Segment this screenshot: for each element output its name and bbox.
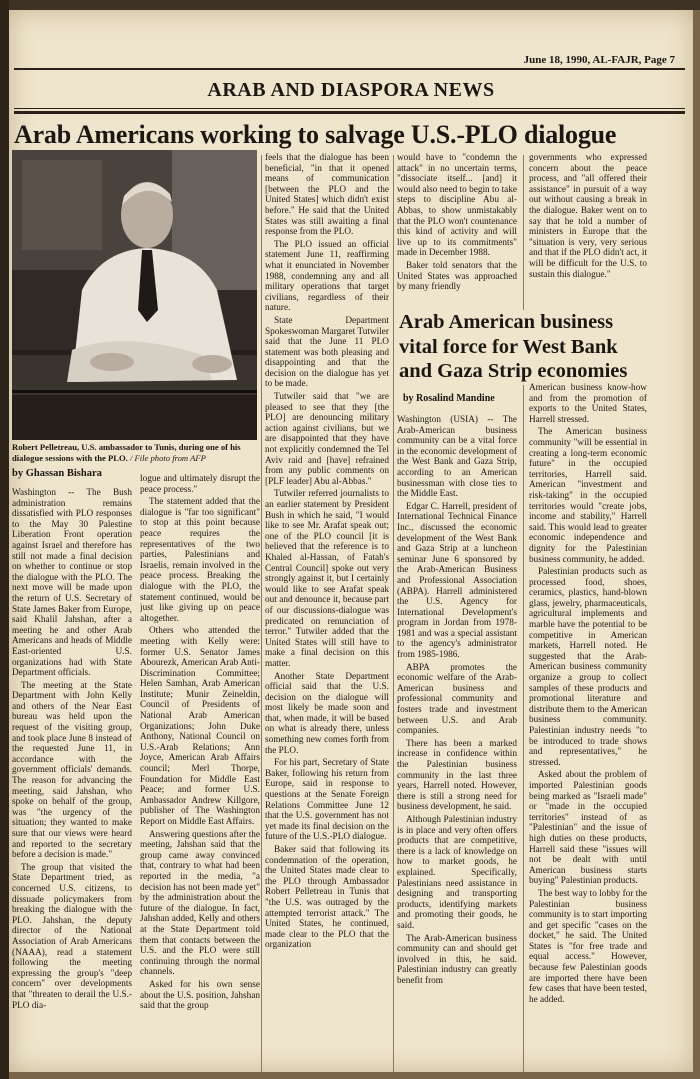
article1-headline: Arab Americans working to salvage U.S.-PLO dialogue xyxy=(14,120,617,149)
article1-column-4 xyxy=(397,153,517,309)
article2-column-2 xyxy=(529,383,647,1072)
paragraph: American business know-how and from the promotion of exports to the United States, Harrell stressed. xyxy=(529,383,647,425)
page-top-shadow xyxy=(0,0,700,10)
paragraph: Edgar C. Harrell, president of International Technical Finance Inc., discussed the economic development of the West Bank and Gaza Strip at a luncheon seminar June 6 sponsored by the Arab-American Business and Professional Association (ABPA). Harrell administered the U.S. Agency for International Development's program in Jordan from 1978-1981 and was a special assistant to the agency's administrator from 1985-1986. xyxy=(397,501,517,661)
paragraph: The American business community "will be essential in creating a long-term economic future" in the occupied territories, Harrell said. American "investment and risk-taking" in the occupied territories would "create jobs, income and stability," Harrell said. This would lead to greater economic independence and dignity for the Palestinian business community, he added. xyxy=(529,427,647,565)
article2-column-1 xyxy=(397,415,517,1072)
paragraph: Asked for his own sense about the U.S. position, Jahshan said that the group xyxy=(140,979,260,1012)
paragraph: Tutwiler referred journalists to an earlier statement by President Bush in which he said, "I would like to see Mr. Arafat speak out; one of the PLO council [it is believed that the reference is to Khaled al-Hassan, of Fatah's Central Council] spoke out very strongly against it, but I certainly would like to see Arafat speak out and denounce it, because part of our discussions-dialogue was predicated on renunciation of terror." Tutwiler added that the United States will still have to make a final decision on this matter. xyxy=(265,489,389,669)
article1-column-5 xyxy=(529,153,647,309)
photo-credit: / File photo from AFP xyxy=(129,453,206,463)
section-rule-thin xyxy=(14,108,685,109)
paragraph: Although Palestinian industry is in place and very often offers products that are competitive, there is a lack of knowledge on how to market goods, he explained. Specifically, Palestinians need assistance in designing and transporting products, identifying markets and promoting their goods, he said. xyxy=(397,814,517,931)
page-folio: June 18, 1990, AL-FAJR, Page 7 xyxy=(523,54,675,66)
paragraph: The statement added that the dialogue is "far too significant" to stop at this point because peace requires the representatives of the two parties, Palestinians and Israelis, remain involved in the peace process. Breaking the dialogue with the PLO, the statement continued, would be just like giving up on peace altogether. xyxy=(140,497,260,624)
column-divider xyxy=(261,155,262,1072)
paragraph: Baker told senators that the United States was approached by many friendly xyxy=(397,260,517,293)
top-rule xyxy=(14,68,685,70)
paragraph: Another State Department official said that the U.S. decision on the dialogue will most likely be made soon and that, when made, it will be based on what is already there, unless something new comes forth from the PLO. xyxy=(265,671,389,756)
paragraph: ABPA promotes the economic welfare of the Arab-American business and professional community and fosters trade and investment between U.S. and Arab companies. xyxy=(397,662,517,737)
newspaper-page xyxy=(9,10,693,1072)
section-rule-thick xyxy=(14,111,685,114)
page-bottom-edge xyxy=(9,1072,693,1079)
paragraph: There has been a marked increase in confidence within the Palestinian business community in the last three years, Harrell noted. However, there is still a strong need for business development, he said. xyxy=(397,738,517,813)
paragraph: The meeting at the State Department with John Kelly and others of the Near East bureau was held upon the request of the visiting group, and took place June 8 instead of the requested June 11, in accordance with the government officials' demands. The reason for advancing the meeting, said Jahshan, who spoke on behalf of the group, was "the urgency of the situation; they wanted to make sure that our views were heard and reported to the secretary before a decision is made." xyxy=(12,680,132,861)
section-title: ARAB AND DIASPORA NEWS xyxy=(207,79,495,101)
paragraph: Tutwiler said that "we are pleased to see that they [the PLO] are denouncing military action against civilians, but we are disappointed that they have not explicitly condemned the Tel Aviv raid and [have] refrained from any public comments on [PLF leader] Abu al-Abbas." xyxy=(265,392,389,487)
paragraph: Answering questions after the meeting, Jahshan said that the group came away convinced that, contrary to what had been reported in the media, "a decision has not been made yet" by the administration about the future of the dialogue. In fact, Jahshan added, Kelly and others at the State Department told them that contacts between the U.S. and the PLO were still continuing through the normal channels. xyxy=(140,829,260,978)
photo-illustration xyxy=(12,150,257,440)
article1-column-1 xyxy=(12,488,132,1072)
paragraph: would have to "condemn the attack" in no uncertain terms, "dissociate itself... [and] it would also need to begin to take steps to discipline Abu al-Abbas, to show unmistakably that the PLO won't countenance this kind of activity and will live up to its commitments" made in December 1988. xyxy=(397,153,517,259)
paragraph: The group that visited the State Department tried, as concerned U.S. citizens, to dissuade policymakers from breaking the dialogue with the PLO. Jahshan, the deputy director of the National Association of Arab Americans (NAAA), read a statement following the meeting expressing the group's "deep concern" over developments that "threaten to derail the U.S.-PLO dia- xyxy=(12,862,132,1011)
paragraph: logue and ultimately disrupt the peace process." xyxy=(140,474,260,495)
paragraph: Washington -- The Bush administration remains dissatisfied with PLO responses to the May 30 Palestine Liberation Front operation against Israel and therefore has still not made a final decision on whether to continue or stop the dialogue with the PLO. The next move will be made upon the return of U.S. Secretary of State James Baker from Europe, said Khalil Jahshan, after a meeting he and other Arab Americans and heads of Middle East-oriented U.S. organizations had with State Department officials. xyxy=(12,488,132,679)
binding-edge xyxy=(0,0,9,1079)
page-right-edge xyxy=(693,10,700,1079)
caption-text: Robert Pelletreau, U.S. ambassador to Tunis, during one of his dialogue sessions with the PLO. xyxy=(12,442,241,463)
photo-caption xyxy=(12,442,259,464)
column-divider xyxy=(523,155,524,310)
paragraph: The best way to lobby for the Palestinian business community is to start importing and get specific "cases on the docket," he said. The United States is "for free trade and equal access." However, because few Palestinian goods are imported there have been few cases that have been tested, he added. xyxy=(529,888,647,1005)
paragraph: State Department Spokeswoman Margaret Tutwiler said that the June 11 PLO statement was both pleasing and disappointing and that the decision on the dialogue has yet to be made. xyxy=(265,315,389,390)
paragraph: The Arab-American business community can and should get involved in this, he said. Palestinian industry can greatly benefit from xyxy=(397,933,517,986)
paragraph: Others who attended the meeting with Kelly were: former U.S. Senator James Abourezk, American Arab Anti-Discrimination Committee; Helen Samhan, Arab American Institute; Munir Zeineldin, Council of Presidents of National Arab American Organizations; John Duke Anthony, National Council on U.S.-Arab Relations; Ann Joyce, American Arab Affairs council; Merl Thorpe, Foundation for Middle East Peace; and former U.S. Ambassador Andrew Killgore, publisher of The Washington Report on Middle East Affairs. xyxy=(140,626,260,827)
article2-headline: Arab American business vital force for West Bank and Gaza Strip economies xyxy=(399,311,628,382)
article1-column-3 xyxy=(265,153,389,1072)
paragraph: feels that the dialogue has been beneficial, "in that it opened means of communication [between the PLO and the United States] which didn't exist before." He said that the United States was still awaiting a final response from the PLO. xyxy=(265,153,389,238)
paragraph: governments who expressed concern about the peace process, and "all offered their assistance" in pursuit of a way out without causing a break in the dialogue. Baker went on to say that he told a number of ministers in Europe that the "situation is very, very serious and that if the PLO didn't act, it will be difficult for the U.S. to sustain this dialogue." xyxy=(529,153,647,280)
article1-photo xyxy=(12,150,257,440)
article1-column-2 xyxy=(140,474,260,1072)
column-divider xyxy=(393,155,394,1072)
paragraph: For his part, Secretary of State Baker, following his return from Europe, said in response to questions at the Senate Foreign Relations Committee June 12 that the U.S. government has not yet made its final decision on the future of the U.S.-PLO dialogue. xyxy=(265,758,389,843)
paragraph: Asked about the problem of imported Palestinian goods being marked as "Israeli made" or "made in the occupied territories" instead of as "Palestinian" and the issue of high duties on these products, Harrell said these "issues will not be dealt with until American business starts buying" Palestinian products. xyxy=(529,770,647,887)
paragraph: Baker said that following its condemnation of the operation, the United States made clear to the PLO through Ambassador Robert Pelletreau in Tunis that "the U.S. was outraged by the attempted terrorist attack." The United States, he continued, made clear to the PLO that the organization xyxy=(265,845,389,951)
paragraph: Washington (USIA) -- The Arab-American business community can be a vital force in the economic development of the West Bank and Gaza Strip, according to an American businessman with close ties to the Middle East. xyxy=(397,415,517,500)
paragraph: Palestinian products such as processed food, shoes, ceramics, plastics, hand-blown glass, jewelry, pharmaceuticals, agricultural implements and marble have the potential to be competitive in American markets, Harrell noted. He suggested that the Arab-American business community organize a group to collect samples of these products and promotional literature and distribute them to the American business community. Palestinian industry needs "to be introduced to trade shows and representatives," he stressed. xyxy=(529,567,647,768)
column-divider xyxy=(523,385,524,1072)
article2-byline: by Rosalind Mandine xyxy=(403,393,495,404)
article1-byline: by Ghassan Bishara xyxy=(12,468,102,479)
paragraph: The PLO issued an official statement June 11, reaffirming what it enunciated in November 1988, condemning any and all military operations that target civilians, regardless of their nature. xyxy=(265,239,389,314)
